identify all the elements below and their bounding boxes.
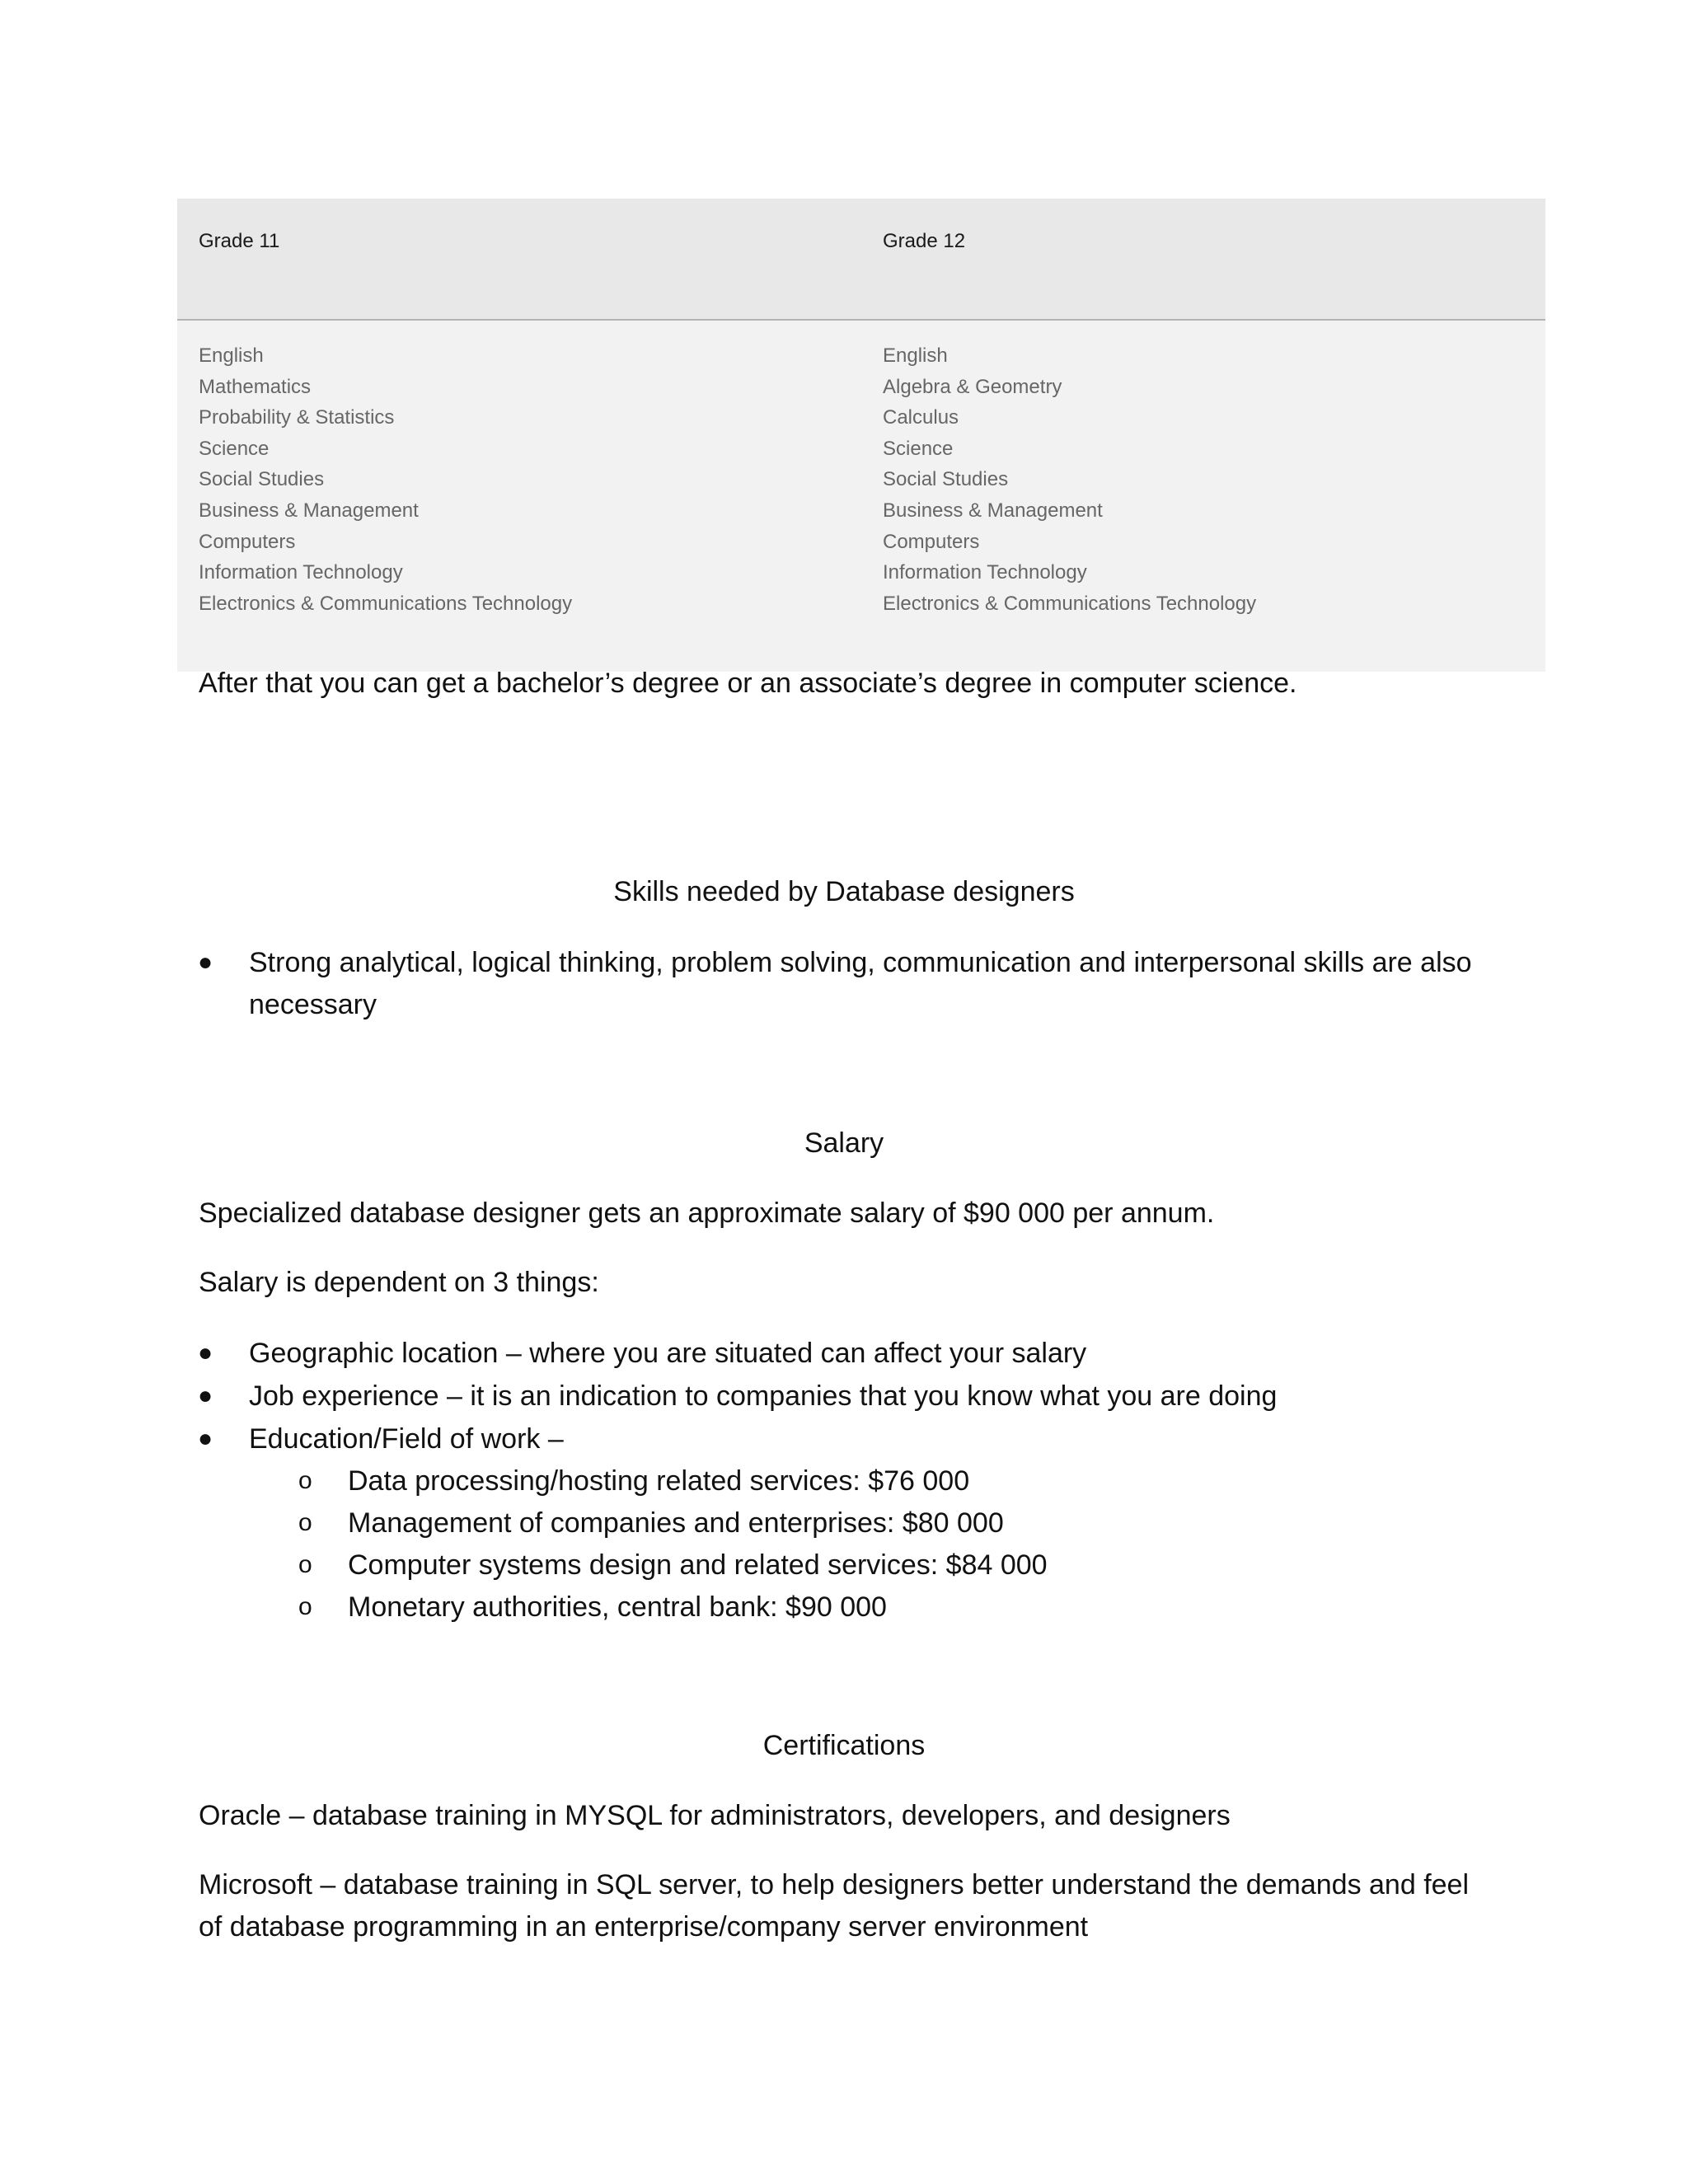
list-item: Social Studies — [883, 468, 1009, 491]
grade-11-header: Grade 11 — [199, 230, 280, 252]
list-item: Electronics & Communications Technology — [883, 592, 1257, 615]
sub-bullet-text: Computer systems design and related services: $84 000 — [348, 1549, 1048, 1581]
list-item: Science — [883, 437, 954, 460]
list-item: English — [883, 344, 948, 367]
table-header-row — [177, 199, 1545, 321]
list-item: Information Technology — [199, 561, 403, 584]
list-item: Electronics & Communications Technology — [199, 592, 573, 615]
sub-bullet-text: Monetary authorities, central bank: $90 000 — [348, 1591, 887, 1623]
circle-bullet-icon: o — [298, 1467, 312, 1494]
microsoft-certification-line-1: Microsoft – database training in SQL server, to help designers better understand the demands and feel — [199, 1869, 1470, 1900]
salary-bullet-text: Education/Field of work – — [249, 1423, 564, 1455]
sub-bullet-text: Management of companies and enterprises: $80 000 — [348, 1507, 1004, 1539]
bullet-icon: ● — [198, 949, 213, 976]
list-item: Science — [199, 437, 270, 460]
salary-paragraph: Specialized database designer gets an approximate salary of $90 000 per annum. — [199, 1197, 1215, 1229]
microsoft-certification-line-2: of database programming in an enterprise/company server environment — [199, 1911, 1089, 1943]
circle-bullet-icon: o — [298, 1593, 312, 1620]
salary-bullet-text: Geographic location – where you are situated can affect your salary — [249, 1338, 1087, 1369]
bullet-icon: ● — [198, 1339, 213, 1366]
list-item: Business & Management — [883, 499, 1103, 522]
list-item: Algebra & Geometry — [883, 375, 1062, 398]
list-item: Calculus — [883, 406, 959, 429]
list-item: Business & Management — [199, 499, 419, 522]
list-item: Mathematics — [199, 375, 312, 398]
list-item: English — [199, 344, 264, 367]
skills-bullet-line-2: necessary — [249, 989, 377, 1020]
course-table — [177, 199, 1545, 672]
salary-heading: Salary — [804, 1127, 884, 1159]
circle-bullet-icon: o — [298, 1509, 312, 1536]
skills-heading: Skills needed by Database designers — [613, 876, 1075, 907]
salary-factors-intro: Salary is dependent on 3 things: — [199, 1267, 599, 1298]
list-item: Computers — [199, 530, 296, 553]
sub-bullet-text: Data processing/hosting related services: $76 000 — [348, 1465, 970, 1497]
bullet-icon: ● — [198, 1382, 213, 1409]
oracle-certification: Oracle – database training in MYSQL for administrators, developers, and designers — [199, 1800, 1231, 1831]
grade-11-course-list — [199, 340, 572, 619]
grade-12-header: Grade 12 — [883, 230, 966, 252]
list-item: Probability & Statistics — [199, 406, 395, 429]
bullet-icon: ● — [198, 1425, 213, 1452]
list-item: Computers — [883, 530, 980, 553]
list-item: Information Technology — [883, 561, 1087, 584]
grade-12-course-list — [883, 340, 1256, 619]
certifications-heading: Certifications — [762, 1730, 926, 1761]
circle-bullet-icon: o — [298, 1551, 312, 1578]
degree-paragraph: After that you can get a bachelor’s degree or an associate’s degree in computer science. — [199, 668, 1297, 699]
skills-bullet-line-1: Strong analytical, logical thinking, problem solving, communication and interpersonal skills are also — [249, 947, 1472, 978]
salary-bullet-text: Job experience – it is an indication to companies that you know what you are doing — [249, 1380, 1278, 1412]
list-item: Social Studies — [199, 468, 325, 491]
